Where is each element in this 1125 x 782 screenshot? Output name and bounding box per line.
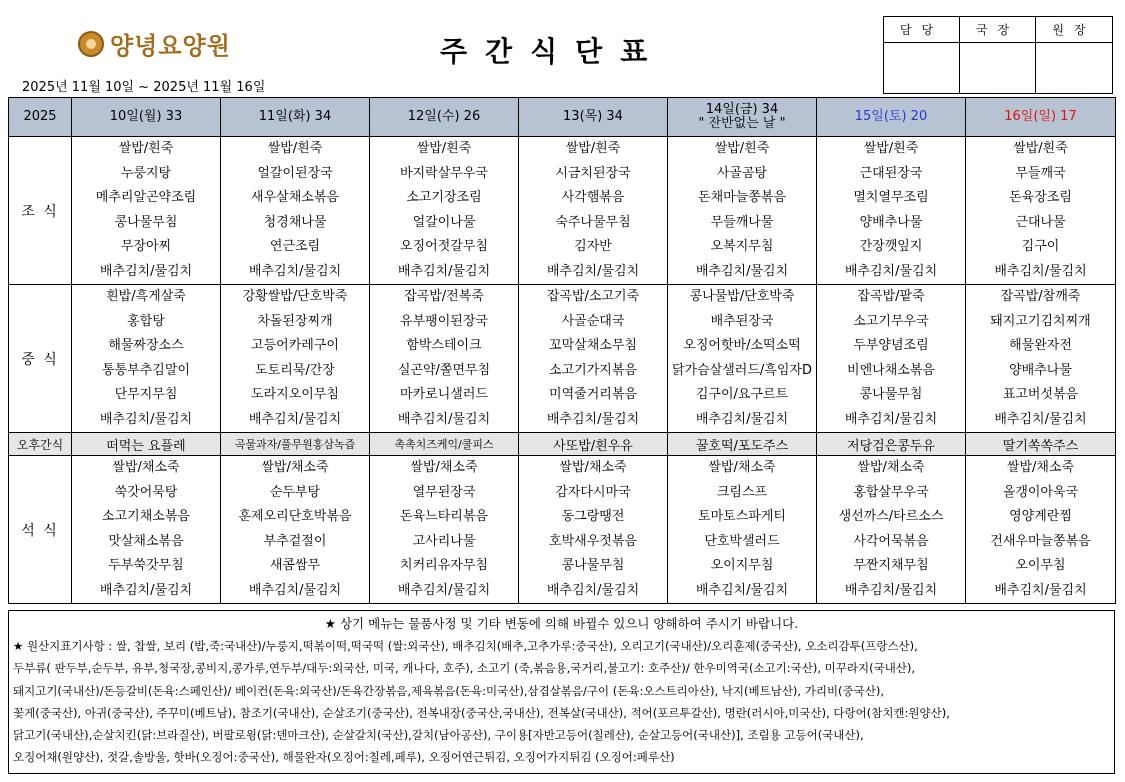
breakfast-cell: [817, 137, 966, 285]
snack-cell: 곡물과자/풀무원홍삼녹즙: [221, 433, 370, 456]
menu-item: 강황쌀밥/단호박죽: [242, 289, 348, 304]
menu-item: 돼지고기김치찌개: [990, 313, 1091, 329]
menu-item: 근대나물: [1015, 214, 1066, 230]
day-header-sunday: 16일(일) 17: [966, 98, 1116, 137]
menu-item: 배추김치/물김치: [248, 263, 342, 279]
menu-item: 치커리유자무침: [400, 558, 488, 573]
snack-cell: 꿀호떡/포도주스: [668, 433, 817, 456]
menu-item: 무들깨국: [1015, 165, 1066, 181]
menu-item: 쌀밥/채소죽: [1006, 460, 1075, 475]
menu-item: 얼갈이나물: [412, 214, 476, 230]
menu-item: 콩나물무침: [561, 558, 625, 573]
breakfast-cell: [72, 137, 221, 285]
snack-cell: 떠먹는 요플레: [72, 433, 221, 456]
menu-item: 누룽지탕: [120, 165, 172, 181]
menu-item: 잡곡밥/참깨죽: [1000, 289, 1081, 304]
menu-item: 배추김치/물김치: [248, 582, 342, 598]
menu-item: 근대된장국: [859, 165, 923, 181]
menu-item: 소고기채소볶음: [102, 509, 190, 524]
menu-item: 쌀밥/채소죽: [857, 460, 925, 475]
menu-item: 차돌된장찌개: [257, 313, 333, 329]
logo: [78, 26, 231, 61]
menu-item: 부추겉절이: [263, 533, 327, 549]
menu-item: 쌀밥/채소죽: [261, 460, 329, 475]
menu-item: 쑥갓어묵탕: [114, 484, 178, 500]
day-header: 13(목) 34: [519, 98, 668, 137]
menu-item: 잡곡밥/팥죽: [857, 289, 925, 304]
menu-item: 잡곡밥/소고기죽: [546, 289, 640, 304]
menu-item: 닭가슴살샐러드/흑임자D: [672, 362, 812, 378]
menu-item: 배추김치/물김치: [546, 263, 640, 279]
menu-item: 김자반: [574, 239, 612, 254]
header-row: [9, 98, 1116, 137]
menu-item: 배추김치/물김치: [248, 411, 342, 427]
approval-sign-staff: [884, 43, 960, 93]
menu-item: 배추김치/물김치: [397, 263, 491, 279]
menu-item: 쌀밥/채소죽: [559, 460, 627, 475]
menu-item: 멸치열무조림: [853, 190, 929, 205]
menu-item: 돈육장조림: [1009, 190, 1072, 205]
menu-item: 영양계란찜: [1009, 509, 1072, 524]
lunch-cell: [668, 285, 817, 433]
year-cell: 2025: [9, 98, 72, 137]
menu-item: 무짠지채무침: [853, 558, 929, 573]
approval-box: [883, 16, 1113, 94]
page-title: 주간식단표: [440, 35, 666, 68]
menu-item: 돈채마늘쫑볶음: [698, 190, 786, 205]
snack-row: [9, 433, 1116, 456]
menu-item: 쌀밥/흰죽: [714, 141, 770, 156]
origin-line: 돼지고기(국내산)/돈등갈비(돈육:스페인산)/ 베이컨(돈육:외국산)/돈육간장볶음,제육볶음(돈육:미국산),삼겹살볶음/구이 (돈육:오스트리아산), 낙지(베트남산), 가리비(중국산),: [13, 683, 885, 698]
menu-item: 바지락살무우국: [400, 165, 488, 181]
menu-item: 청경채나물: [263, 214, 327, 230]
menu-item: 두부양념조림: [853, 338, 929, 353]
menu-item: 배추김치/물김치: [695, 411, 789, 427]
menu-item: 양배추나물: [1009, 362, 1072, 378]
menu-item: 오이무침: [1015, 558, 1066, 573]
snack-cell: 저당검은콩두유: [817, 433, 966, 456]
lunch-cell: [370, 285, 519, 433]
day-header: 11일(화) 34: [221, 98, 370, 137]
menu-item: 콩나물밥/단호박죽: [689, 289, 795, 304]
approval-sign-head: [1036, 43, 1112, 93]
origin-line: ★ 원산지표기사항 : 쌀, 찹쌀, 보리 (밥,죽:국내산)/누룽지,떡볶이떡,떡국떡 (쌀:외국산), 배추김치(배추,고추가루:중국산), 오리고기(국내산)/오리훈제(중국산), 오소리감투(프랑스산),: [13, 639, 918, 653]
lunch-cell: [72, 285, 221, 433]
approval-label-staff: 담당: [884, 17, 960, 43]
dinner-cell: [221, 456, 370, 604]
menu-item: 오복지무침: [710, 239, 774, 254]
menu-item: 꼬막살채소무침: [549, 338, 637, 353]
menu-item: 김구이: [1021, 239, 1060, 254]
menu-item: 새콤쌈무: [269, 558, 321, 573]
menu-item: 간장깻잎지: [859, 239, 923, 254]
menu-item: 생선까스/타르소스: [838, 509, 944, 524]
weekly-menu-table: [8, 97, 1116, 604]
menu-item: 쌀밥/채소죽: [708, 460, 776, 475]
menu-item: 해물짜장소스: [108, 338, 184, 353]
menu-item: 쌀밥/흰죽: [416, 141, 472, 156]
menu-item: 소고기무우국: [853, 313, 929, 329]
menu-item: 크림스프: [716, 484, 768, 500]
approval-label-head: 원장: [1036, 17, 1112, 43]
menu-item: 열무된장국: [412, 484, 476, 500]
menu-item: 배추김치/물김치: [695, 582, 789, 598]
menu-item: 오징어핫바/소떡소떡: [683, 338, 801, 353]
menu-item: 유부팽이된장국: [400, 313, 488, 329]
menu-item: 김구이/요구르트: [695, 387, 789, 402]
menu-item: 홍합살무우국: [853, 484, 929, 500]
change-notice: ★ 상기 메뉴는 물품사정 및 기타 변동에 의해 바뀔수 있으니 양해하여 주시기 바랍니다.: [324, 616, 799, 631]
menu-item: 비엔나채소볶음: [847, 362, 935, 378]
menu-item: 얼갈이된장국: [257, 165, 333, 181]
menu-item: 사각어묵볶음: [853, 533, 929, 549]
approval-label-director: 국장: [960, 17, 1036, 43]
menu-item: 사각햄볶음: [561, 190, 625, 205]
menu-item: 무장아찌: [120, 239, 172, 254]
logo-text: 양녕요양원: [110, 32, 231, 60]
dinner-cell: [817, 456, 966, 604]
menu-item: 훈제오리단호박볶음: [238, 509, 352, 524]
breakfast-cell: [221, 137, 370, 285]
menu-item: 배추김치/물김치: [546, 411, 640, 427]
menu-item: 배추김치/물김치: [99, 263, 193, 279]
menu-item: 사골순대국: [561, 313, 625, 329]
menu-item: 두부쑥갓무침: [108, 558, 184, 573]
menu-item: 소고기가지볶음: [549, 362, 637, 378]
menu-item: 올갱이아욱국: [1002, 484, 1079, 500]
origin-line: 꽃게(중국산), 아귀(중국산), 주꾸미(베트남), 참조기(국내산), 순살조기(중국산), 전복내장(중국산,국내산), 전복살(국내산), 적어(포르투갈산), 명란(러시아,미국산), 다랑어(참치캔:원양산),: [13, 705, 950, 720]
menu-item: 토마토스파게티: [698, 509, 786, 524]
origin-line: 닭고기(국내산),순살치킨(닭:브라질산), 버팔로윙(닭:덴마크산), 순살갈치(국산),갈치(남아공산), 구이용[자반고등어(칠레산), 순살고등어(국내산)], 조림용 고등어(국내산),: [13, 728, 864, 743]
menu-item: 실곤약/쫄면무침: [397, 362, 491, 378]
menu-item: 홍합탕: [127, 313, 165, 329]
menu-item: 배추김치/물김치: [994, 582, 1087, 598]
menu-item: 오징어젓갈무침: [400, 239, 488, 254]
origin-line: 오징어채(원양산), 젓갈,솔방울, 핫바(오징어:중국산), 해물완자(오징어:칠레,페루), 오징어연근튀김, 오징어가지튀김 (오징어:페루산): [13, 750, 675, 765]
menu-item: 쌀밥/흰죽: [267, 141, 323, 156]
menu-item: 고등어카레구이: [251, 338, 339, 353]
notes-box: [8, 610, 1115, 774]
lunch-cell: [519, 285, 668, 433]
menu-item: 새우살채소볶음: [251, 190, 339, 205]
menu-item: 고사리나물: [412, 533, 476, 549]
menu-item: 배추김치/물김치: [99, 411, 193, 427]
menu-item: 배추김치/물김치: [397, 411, 491, 427]
approval-sign-director: [960, 43, 1036, 93]
menu-item: 숙주나물무침: [555, 214, 631, 230]
dinner-row: [9, 456, 1116, 604]
breakfast-cell: [519, 137, 668, 285]
dinner-cell: [72, 456, 221, 604]
menu-item: 시금치된장국: [555, 165, 631, 181]
breakfast-row: [9, 137, 1116, 285]
breakfast-cell: [966, 137, 1116, 285]
menu-item: 쌀밥/채소죽: [112, 460, 180, 475]
menu-item: 단무지무침: [114, 387, 178, 402]
meal-label-lunch: 중 식: [9, 285, 72, 433]
menu-item: 미역줄거리볶음: [549, 387, 637, 402]
menu-item: 통통부추김말이: [102, 362, 190, 378]
date-range: 2025년 11월 10일 ~ 2025년 11월 16일: [22, 80, 266, 95]
no-leftover-day-label: " 잔반없는 날 ": [698, 116, 786, 131]
menu-item: 배추김치/물김치: [546, 582, 640, 598]
menu-item: 쌀밥/흰죽: [863, 141, 919, 156]
meal-label-breakfast: 조 식: [9, 137, 72, 285]
menu-item: 잡곡밥/전복죽: [404, 289, 484, 304]
snack-cell: 촉촉치즈케익/쿨피스: [370, 433, 519, 456]
dinner-cell: [668, 456, 817, 604]
day-header-saturday: 15일(토) 20: [817, 98, 966, 137]
menu-item: 마카로니샐러드: [400, 387, 488, 402]
breakfast-cell: [668, 137, 817, 285]
menu-item: 배추김치/물김치: [994, 411, 1087, 427]
menu-item: 배추김치/물김치: [695, 263, 789, 279]
menu-item: 쌀밥/흰죽: [1013, 141, 1068, 156]
menu-item: 쌀밥/흰죽: [118, 141, 174, 156]
menu-item: 건새우마늘쫑볶음: [990, 533, 1091, 549]
menu-item: 배추김치/물김치: [994, 263, 1087, 279]
day-header: 14일(금) 34 " 잔반없는 날 ": [668, 98, 817, 137]
snack-cell: 사또밥/흰우유: [519, 433, 668, 456]
lunch-cell: [221, 285, 370, 433]
dinner-cell: [966, 456, 1116, 604]
origin-line: 두부류( 판두부,순두부, 유부,청국장,콩비지,콩가루,연두부/대두:외국산, 미국, 캐나다, 호주), 소고기 (죽,볶음용,국거리,불고기: 호주산)/ 한우미역국(소고기:국산), 미꾸라지(국내산),: [13, 661, 916, 676]
day-header: 12일(수) 26: [370, 98, 519, 137]
menu-item: 콩나물무침: [114, 214, 178, 230]
menu-item: 쌀밥/채소죽: [410, 460, 478, 475]
menu-item: 연근조림: [269, 239, 321, 254]
menu-item: 콩나물무침: [859, 387, 923, 402]
menu-item: 순두부탕: [269, 484, 321, 500]
menu-item: 호박새우젓볶음: [549, 533, 637, 549]
lunch-row: [9, 285, 1116, 433]
menu-item: 배추김치/물김치: [844, 263, 938, 279]
menu-item: 무들깨나물: [710, 214, 774, 230]
menu-item: 배추김치/물김치: [397, 582, 491, 598]
menu-item: 소고기장조림: [406, 190, 482, 205]
menu-item: 메추리알곤약조림: [95, 190, 197, 205]
breakfast-cell: [370, 137, 519, 285]
logo-emblem-icon: [78, 31, 104, 57]
menu-item: 양배추나물: [859, 214, 923, 230]
dinner-cell: [370, 456, 519, 604]
menu-item: 해물완자전: [1009, 338, 1072, 353]
day-header: 10일(월) 33: [72, 98, 221, 137]
menu-item: 쌀밥/흰죽: [565, 141, 621, 156]
menu-item: 흰밥/흑게살죽: [106, 289, 186, 304]
menu-item: 단호박샐러드: [704, 533, 780, 549]
menu-item: 맛살채소볶음: [108, 533, 184, 549]
dinner-cell: [519, 456, 668, 604]
menu-item: 함박스테이크: [406, 338, 482, 353]
meal-label-snack: 오후간식: [9, 433, 72, 456]
menu-item: 동그랑땡전: [561, 509, 625, 524]
menu-item: 배추김치/물김치: [844, 582, 938, 598]
menu-item: 오이지무침: [710, 558, 774, 573]
menu-item: 표고버섯볶음: [1002, 387, 1079, 402]
menu-item: 배추김치/물김치: [99, 582, 193, 598]
lunch-cell: [966, 285, 1116, 433]
meal-label-dinner: 석 식: [9, 456, 72, 604]
snack-cell: 딸기쏙쏙주스: [966, 433, 1116, 456]
lunch-cell: [817, 285, 966, 433]
menu-item: 도토리묵/간장: [255, 362, 335, 378]
menu-item: 배추김치/물김치: [844, 411, 938, 427]
menu-item: 사골곰탕: [716, 165, 768, 181]
menu-item: 감자다시마국: [555, 484, 631, 500]
menu-item: 도라지오이무침: [251, 387, 339, 402]
menu-item: 배추된장국: [710, 313, 774, 329]
menu-item: 돈육느타리볶음: [400, 509, 488, 524]
